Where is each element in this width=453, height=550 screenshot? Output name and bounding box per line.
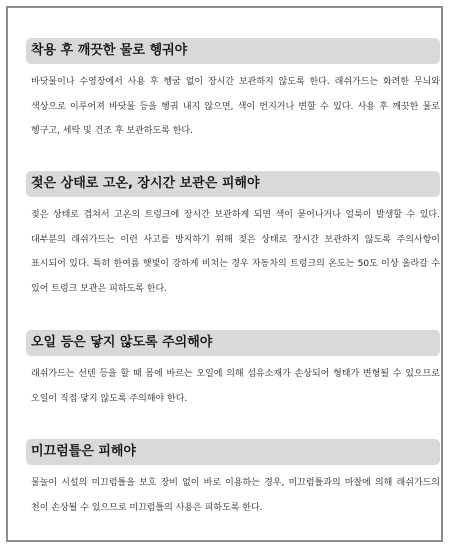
section-heading: 착용 후 깨끗한 물로 헹궈야	[26, 38, 440, 64]
section-body: 바닷물이나 수영장에서 사용 후 헹굼 없이 장시간 보관하지 않도록 한다. 래쉬가드는 화려한 무늬와 색상으로 이루어져 바닷물 등을 헹궈 내지 않으면, 색이 번지거나 변할 수 있다. 사용 후 깨끗한 물로 헹구고, 세탁 및 건조 후 보관하도록 한다.	[31, 77, 440, 136]
section-avoid-wet-storage	[26, 171, 440, 301]
section-avoid-oil	[26, 330, 440, 411]
section-heading: 오일 등은 닿지 않도록 주의해야	[26, 330, 440, 356]
section-heading: 젖은 상태로 고온, 장시간 보관은 피해야	[26, 171, 440, 197]
section-heading: 미끄럼틀은 피해야	[26, 439, 440, 465]
section-rinse-after-use	[26, 38, 440, 144]
section-body: 래쉬가드는 선텐 등을 할 때 몸에 바르는 오일에 의해 섬유소재가 손상되어 형태가 변형될 수 있으므로 오일이 직접 닿지 않도록 주의해야 한다.	[31, 369, 440, 404]
document-frame	[6, 6, 443, 542]
section-body: 물놀이 시설의 미끄럼틀을 보호 장비 없이 바로 이용하는 경우, 미끄럼틀과의 마찰에 의해 래쉬가드의 천이 손상될 수 있으므로 미끄럼틀의 사용은 피하도록 한다.	[31, 478, 440, 513]
section-avoid-slides	[26, 439, 440, 520]
section-body: 젖은 상태로 겹쳐서 고온의 트렁크에 장시간 보관하게 되면 색이 묻어나거나 얼룩이 발생할 수 있다. 대부분의 래쉬가드는 이런 사고를 방지하기 위해 젖은 상태로 장시간 보관하지 않도록 주의사항이 표시되어 있다. 특히 한여름 햇빛이 강하게 비치는 경우 자동차의 트렁크의 온도는 50도 이상 올라갈 수 있어 트렁크 보관은 피하도록 한다.	[31, 210, 440, 294]
